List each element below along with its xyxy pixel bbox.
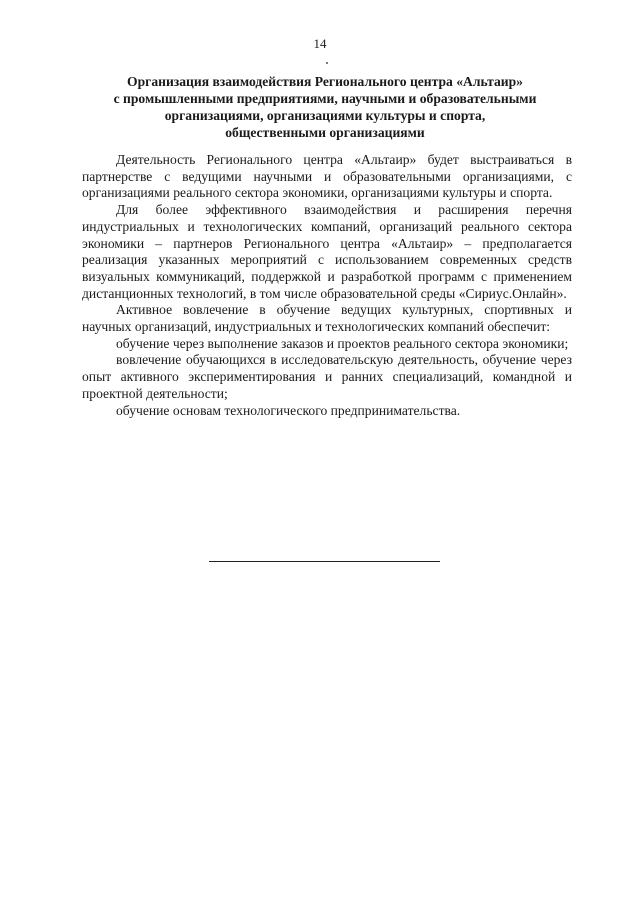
paragraph-partnership: Деятельность Регионального центра «Альтаир» будет выстраиваться в партнерстве с ведущими научными и образовательными организациями, с организациями реального сектора экономики, организациями культуры и спорта.	[82, 152, 572, 201]
paragraph-interaction: Для более эффективного взаимодействия и расширения перечня индустриальных и технологических компаний, организаций реального сектора экономики – партнеров Регионального центра «Альтаир» – предполагается реализация указанных мероприятий с использованием современных средств визуальных коммуникаций, поддержкой и разработкой программ с применением дистанционных технологий, в том числе образовательной среды «Сириус.Онлайн».	[82, 202, 572, 301]
list-item-orders: обучение через выполнение заказов и проектов реального сектора экономики;	[116, 335, 569, 351]
page-number: 14	[313, 36, 327, 51]
scan-speck	[326, 62, 328, 64]
closing-rule	[209, 561, 440, 562]
list-item-entrepreneurship: обучение основам технологического предпринимательства.	[116, 402, 461, 418]
heading-line-3: организациями, организациями культуры и спорта,	[164, 108, 486, 123]
section-heading	[90, 73, 560, 141]
heading-line-2: с промышленными предприятиями, научными и образовательными	[113, 91, 537, 106]
heading-line-1: Организация взаимодействия Регионального центра «Альтаир»	[127, 74, 523, 89]
heading-line-4: общественными организациями	[225, 125, 425, 140]
list-item-research: вовлечение обучающихся в исследовательскую деятельность, обучение через опыт активного экспериментирования и ранних специализаций, командной и проектной деятельности;	[82, 352, 572, 401]
body-text	[82, 152, 572, 419]
paragraph-involvement: Активное вовлечение в обучение ведущих культурных, спортивных и научных организаций, индустриальных и технологических компаний обеспечит:	[82, 302, 572, 335]
